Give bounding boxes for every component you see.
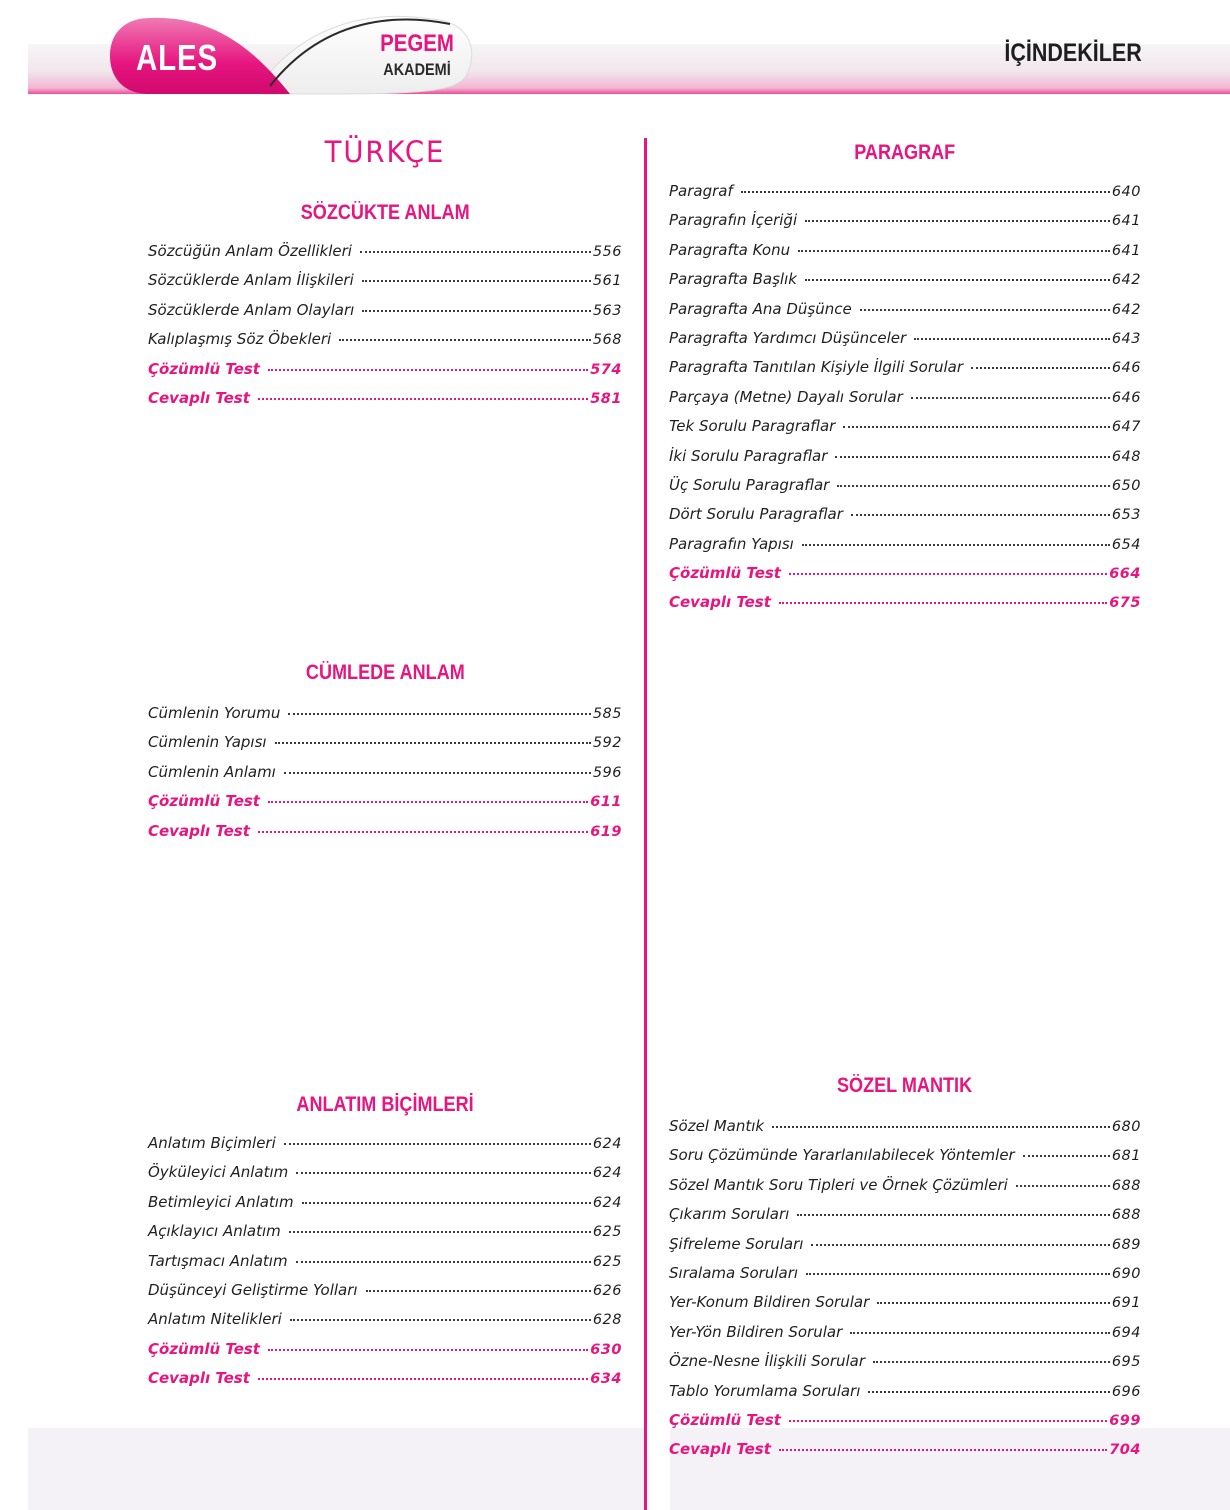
entry-page: 646 [1111,389,1141,406]
entry-page: 675 [1109,595,1141,612]
dot-leader [914,338,1110,340]
toc-entry[interactable] [669,1171,1141,1200]
entry-label: Paragrafın İçeriği [669,211,798,230]
entry-page: 556 [592,244,622,260]
entry-label: Parçaya (Metne) Dayalı Sorular [669,387,903,406]
entry-page: 664 [1109,566,1141,583]
entry-label: Paragrafta Başlık [669,270,797,289]
entry-label: Betimleyici Anlatım [148,1192,294,1211]
dot-leader [797,1214,1110,1216]
entry-page: 695 [1111,1354,1141,1371]
toc-entry[interactable] [669,442,1141,471]
entry-label: Çözümlü Test [148,359,260,378]
toc-entry[interactable] [669,295,1141,324]
entry-page: 650 [1111,477,1141,494]
entry-page: 643 [1111,330,1141,347]
entry-page: 581 [590,390,622,407]
entry-page: 568 [592,332,622,349]
dot-leader [268,1349,588,1351]
dot-leader [1016,1185,1110,1187]
entry-page: 647 [1111,419,1141,436]
entry-label: Cevaplı Test [148,821,250,840]
entry-page: 699 [1109,1412,1141,1429]
toc-entry[interactable] [669,1318,1141,1347]
entry-page: 619 [590,823,622,840]
dot-leader [843,426,1109,428]
entry-page: 680 [1111,1119,1141,1135]
toc-entry[interactable] [148,728,622,757]
toc-entry[interactable] [148,1217,622,1246]
entry-page: 624 [592,1165,622,1182]
toc-list [148,237,622,413]
entry-page: 691 [1111,1295,1141,1312]
toc-entry-answered-test[interactable] [148,1364,622,1393]
entry-page: 625 [592,1253,622,1270]
entry-page: 694 [1111,1324,1141,1341]
dot-leader [290,1319,591,1321]
toc-entry[interactable] [148,266,622,295]
dot-leader [851,514,1110,516]
toc-entry[interactable] [148,1305,622,1334]
dot-leader [805,279,1110,281]
dot-leader [772,1126,1110,1128]
toc-entry[interactable] [669,353,1141,382]
toc-entry-solved-test[interactable] [148,355,622,384]
entry-page: 585 [592,706,622,722]
logo-ales: ALES [136,37,219,78]
entry-label: Sıralama Soruları [669,1263,799,1282]
entry-label: Cevaplı Test [148,388,250,407]
section-title: PARAGRAF [854,141,956,164]
entry-page: 574 [590,361,622,378]
dot-leader [268,369,588,371]
toc-entry[interactable] [148,1247,622,1276]
entry-label: Paragraf [669,182,733,200]
entry-page: 688 [1111,1207,1141,1224]
toc-entry[interactable] [148,237,622,266]
toc-entry-solved-test[interactable] [669,559,1141,588]
entry-page: 561 [592,273,622,290]
entry-label: Çözümlü Test [669,1410,781,1429]
logo-brand: PEGEM [380,30,454,57]
dot-leader [779,1449,1107,1451]
entry-page: 634 [590,1371,622,1388]
section-title: ANLATIM BİÇİMLERİ [296,1093,474,1116]
dot-leader [258,831,588,833]
entry-page: 690 [1111,1265,1141,1282]
entry-page: 628 [592,1312,622,1329]
toc-entry[interactable] [148,1276,622,1305]
entry-label: Tartışmacı Anlatım [148,1251,288,1270]
entry-page: 563 [592,302,622,319]
toc-entry[interactable] [669,1347,1141,1376]
subject-title: TÜRKÇE [324,135,446,169]
entry-label: Soru Çözümünde Yararlanılabilecek Yöntemler [669,1146,1015,1165]
dot-leader [362,310,590,312]
entry-label: Öyküleyici Anlatım [148,1163,289,1182]
dot-leader [275,742,591,744]
dot-leader [837,485,1109,487]
entry-page: 681 [1111,1148,1141,1165]
toc-entry[interactable] [669,1230,1141,1259]
dot-leader [268,801,588,803]
toc-entry[interactable] [148,1129,622,1158]
dot-leader [339,339,591,341]
entry-page: 624 [592,1136,622,1152]
entry-page: 653 [1111,507,1141,524]
toc-entry[interactable] [669,1259,1141,1288]
toc-list [669,177,1141,618]
toc-entry[interactable] [669,1377,1141,1406]
entry-label: Paragrafta Yardımcı Düşünceler [669,328,907,347]
toc-entry-solved-test[interactable] [148,787,622,816]
dot-leader [835,456,1109,458]
column-divider [644,138,647,1510]
toc-entry[interactable] [669,324,1141,353]
dot-leader [362,280,591,282]
toc-entry[interactable] [669,500,1141,529]
dot-leader [779,602,1107,604]
entry-page: 641 [1111,242,1141,259]
entry-page: 592 [592,735,622,752]
entry-label: Çözümlü Test [148,1339,260,1358]
toc-entry[interactable] [669,530,1141,559]
dot-leader [911,397,1110,399]
entry-label: Cümlenin Anlamı [148,762,276,781]
entry-label: Çözümlü Test [669,564,781,583]
entry-page: 630 [590,1341,622,1358]
entry-page: 654 [1111,536,1141,553]
entry-page: 704 [1109,1442,1141,1459]
section-title: SÖZCÜKTE ANLAM [300,201,470,224]
dot-leader [806,1273,1110,1275]
entry-label: Kalıplaşmış Söz Öbekleri [148,330,332,349]
dot-leader [360,251,591,253]
entry-label: Anlatım Nitelikleri [148,1310,282,1329]
dot-leader [789,1420,1107,1422]
toc-entry-answered-test[interactable] [669,588,1141,617]
dot-leader [811,1244,1109,1246]
entry-label: Yer-Konum Bildiren Sorular [669,1293,870,1312]
entry-label: Tablo Yorumlama Soruları [669,1381,861,1400]
entry-label: Üç Sorulu Paragraflar [669,475,830,494]
toc-entry-answered-test[interactable] [148,384,622,413]
dot-leader [860,309,1110,311]
dot-leader [296,1172,591,1174]
dot-leader [971,367,1110,369]
dot-leader [302,1202,591,1204]
entry-label: Çıkarım Soruları [669,1205,790,1224]
entry-page: 648 [1111,448,1141,465]
dot-leader [288,713,590,715]
entry-label: Şifreleme Soruları [669,1234,804,1253]
toc-entry[interactable] [669,177,1141,206]
entry-label: İki Sorulu Paragraflar [669,446,828,465]
dot-leader [802,544,1110,546]
entry-label: Anlatım Biçimleri [148,1134,276,1152]
toc-entry-solved-test[interactable] [669,1406,1141,1435]
dot-leader [741,191,1110,193]
toc-entry[interactable] [669,1288,1141,1317]
entry-page: 624 [592,1194,622,1211]
toc-entry[interactable] [669,1200,1141,1229]
entry-page: 689 [1111,1236,1141,1253]
entry-page: 611 [590,794,622,811]
entry-label: Düşünceyi Geliştirme Yolları [148,1280,358,1299]
dot-leader [873,1361,1110,1363]
dot-leader [877,1302,1110,1304]
dot-leader [798,250,1110,252]
dot-leader [284,772,591,774]
entry-label: Paragrafta Ana Düşünce [669,299,852,318]
dot-leader [258,1378,588,1380]
dot-leader [805,220,1110,222]
entry-label: Cümlenin Yorumu [148,704,281,722]
toc-entry-answered-test[interactable] [669,1435,1141,1464]
entry-page: 696 [1111,1383,1141,1400]
dot-leader [868,1391,1109,1393]
entry-label: Cümlenin Yapısı [148,733,267,752]
entry-page: 646 [1111,360,1141,377]
toc-entry[interactable] [148,296,622,325]
entry-label: Tek Sorulu Paragraflar [669,417,836,436]
entry-page: 642 [1111,301,1141,318]
dot-leader [850,1332,1110,1334]
entry-page: 641 [1111,213,1141,230]
entry-label: Dört Sorulu Paragraflar [669,505,843,524]
toc-list [669,1112,1141,1465]
toc-entry[interactable] [669,1112,1141,1141]
column-divider-lower [644,1428,647,1510]
toc-entry[interactable] [669,206,1141,235]
toc-entry[interactable] [669,1141,1141,1170]
entry-label: Yer-Yön Bildiren Sorular [669,1322,843,1341]
toc-entry[interactable] [669,383,1141,412]
section-title: SÖZEL MANTIK [837,1074,973,1097]
entry-label: Sözel Mantık Soru Tipleri ve Örnek Çözümleri [669,1175,1008,1194]
entry-label: Sözcüklerde Anlam Olayları [148,300,355,319]
toc-entry[interactable] [148,699,622,728]
dot-leader [258,398,588,400]
toc-entry-solved-test[interactable] [148,1335,622,1364]
toc-entry[interactable] [669,471,1141,500]
dot-leader [284,1143,591,1145]
toc-entry[interactable] [669,412,1141,441]
toc-entry-answered-test[interactable] [148,817,622,846]
dot-leader [366,1290,591,1292]
toc-entry[interactable] [148,758,622,787]
entry-page: 626 [592,1282,622,1299]
toc-list [148,1129,622,1394]
section-title: CÜMLEDE ANLAM [305,661,465,684]
entry-label: Paragrafın Yapısı [669,534,794,553]
entry-label: Cevaplı Test [148,1369,250,1388]
entry-label: Açıklayıcı Anlatım [148,1222,281,1241]
toc-entry[interactable] [148,1188,622,1217]
logo-sub: AKADEMİ [383,60,451,79]
entry-page: 688 [1111,1177,1141,1194]
entry-label: Paragrafta Konu [669,240,791,259]
page-title: İÇİNDEKİLER [1004,39,1142,67]
entry-label: Cevaplı Test [669,1440,771,1459]
toc-list [148,699,622,846]
entry-label: Sözcüklerde Anlam İlişkileri [148,271,354,290]
dot-leader [289,1231,591,1233]
dot-leader [1023,1155,1110,1157]
entry-page: 625 [592,1224,622,1241]
toc-entry[interactable] [669,236,1141,265]
toc-entry[interactable] [148,325,622,354]
entry-label: Özne-Nesne İlişkili Sorular [669,1352,866,1371]
dot-leader [296,1261,591,1263]
entry-page: 640 [1111,184,1141,200]
entry-label: Cevaplı Test [669,593,771,612]
entry-label: Paragrafta Tanıtılan Kişiyle İlgili Sorular [669,358,964,377]
entry-label: Çözümlü Test [148,792,260,811]
dot-leader [789,573,1107,575]
entry-page: 642 [1111,272,1141,289]
toc-entry[interactable] [148,1158,622,1187]
footer-gap [644,1428,670,1510]
toc-entry[interactable] [669,265,1141,294]
logo [110,14,480,98]
entry-page: 596 [592,764,622,781]
entry-label: Sözcüğün Anlam Özellikleri [148,242,352,260]
entry-label: Sözel Mantık [669,1117,765,1135]
